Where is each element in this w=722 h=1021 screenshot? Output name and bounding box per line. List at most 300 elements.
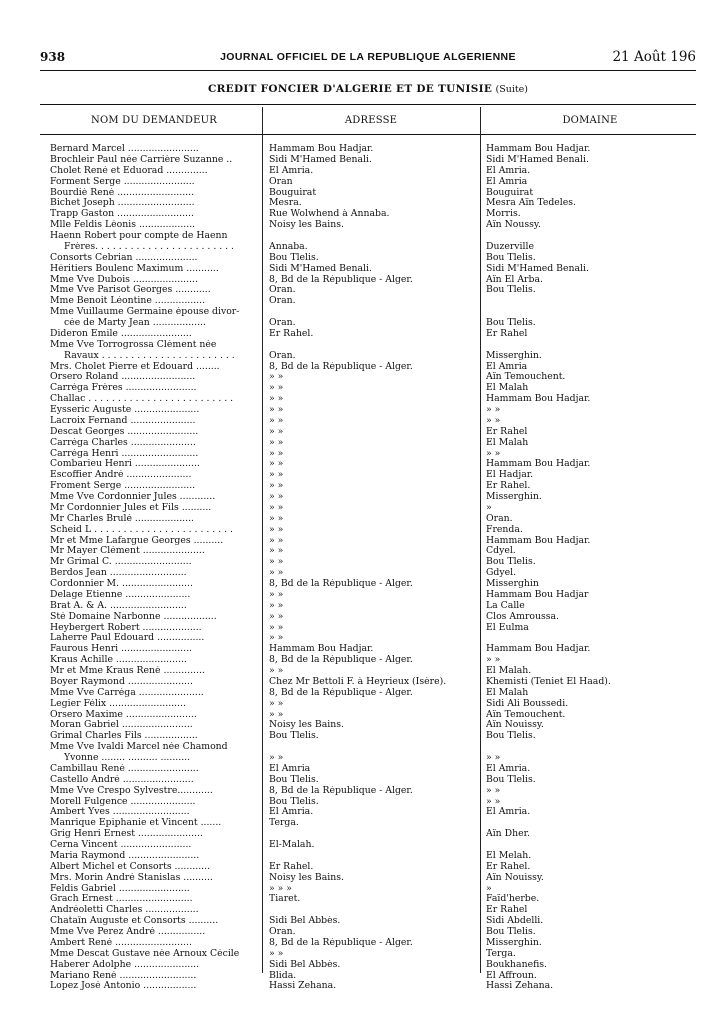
applicant-domain: Sidi M'Hamed Benali. (486, 154, 589, 165)
applicant-domain: Gdyel. (486, 568, 517, 579)
table-row (50, 253, 700, 264)
table-row (50, 644, 700, 655)
table-row (50, 655, 700, 666)
applicant-address: 8, Bd de la République - Alger. (269, 579, 413, 589)
applicant-address: » » (269, 437, 284, 448)
table-row (50, 536, 700, 547)
table-row (50, 862, 700, 873)
applicant-address: Sidi Bel Abbès. (269, 959, 341, 970)
applicant-address: » » » (269, 883, 292, 894)
applicant-name: Maria Raymond ........................ (50, 850, 200, 861)
table-row (50, 275, 700, 286)
applicant-address: Bou Tlelis. (269, 796, 319, 807)
applicant-name: Mrs. Cholet Pierre et Edouard ........ (50, 361, 220, 372)
applicant-address: » » (269, 426, 284, 437)
applicant-domain: Hammam Bou Hadjar. (486, 535, 591, 546)
applicant-name: Mme Vve Crespo Sylvestre............ (50, 785, 213, 796)
applicant-name: Manrique Epiphanie et Vincent ....... (50, 818, 222, 829)
table-row (50, 981, 700, 992)
applicant-domain: El Malah (486, 687, 529, 698)
applicant-address: Oran. (269, 296, 296, 307)
applicant-domain: Morris. (486, 209, 521, 220)
applicant-address: Chez Mr Bettoli F. à Heyrieux (Isère). (269, 676, 447, 687)
table-row (50, 394, 700, 405)
applicant-address: 8, Bd de la République - Alger. (269, 937, 413, 948)
table-row (50, 427, 700, 438)
applicant-domain: Bou Tlelis. (486, 927, 536, 937)
applicant-name: Mr Cordonnier Jules et Fils .......... (50, 502, 212, 513)
applicant-domain: Aïn Noussy. (486, 220, 541, 231)
applicant-domain: Hammam Bou Hadjar. (486, 644, 591, 655)
applicant-domain: Aïn Temouchent. (486, 372, 566, 383)
table-row (50, 699, 700, 710)
table-row (50, 285, 700, 296)
applicant-domain: El Amria. (486, 807, 531, 818)
applicant-domain: El Hadjar. (486, 470, 534, 481)
applicant-domain: Aïn Dher. (486, 829, 530, 840)
applicant-address: Er Rahel. (269, 328, 314, 339)
table-row (50, 873, 700, 884)
table-row (50, 601, 700, 612)
applicant-address: Noisy les Bains. (269, 872, 344, 883)
applicant-name: Yvonne ........ .......... .......... (64, 753, 191, 763)
table-row (50, 905, 700, 916)
table-row (50, 960, 700, 971)
applicant-name: Trapp Gaston .......................... (50, 209, 194, 220)
table-row (50, 503, 700, 514)
applicant-domain: El Melah. (486, 850, 532, 861)
applicant-domain: Oran. (486, 513, 513, 524)
applicant-domain: El Amria. (486, 165, 531, 176)
table-row (50, 938, 700, 949)
applicant-domain: » » (486, 448, 501, 459)
applicant-name: Carréga Frères ........................ (50, 383, 197, 394)
applicant-name: Faurous Henri ........................ (50, 644, 192, 655)
applicant-domain: Sidi M'Hamed Benali. (486, 263, 589, 274)
table-row (50, 612, 700, 623)
table-row (50, 579, 700, 590)
applicant-domain: Boukhanefis. (486, 959, 547, 970)
applicant-name: Grach Ernest .......................... (50, 894, 193, 905)
applicant-name: Mme Benoit Léontine ................. (50, 296, 206, 307)
applicant-address: Hammam Bou Hadjar. (269, 644, 374, 655)
applicant-domain: Hammam Bou Hadjar. (486, 459, 591, 470)
subtitle-main: CREDIT FONCIER D'ALGERIE ET DE TUNISIE (207, 83, 493, 95)
applicant-name: Bernard Marcel ........................ (50, 144, 199, 154)
table-row (50, 329, 700, 340)
applicant-domain: Bou Tlelis. (486, 252, 536, 263)
applicant-address: Tiaret. (269, 894, 301, 905)
applicant-name: Mr Charles Brulé .................... (50, 513, 195, 524)
applicant-domain: Hammam Bou Hadjar. (486, 394, 591, 405)
table-row (50, 231, 700, 242)
table-row (50, 764, 700, 775)
applicant-domain: Mesra Aïn Tedeles. (486, 198, 576, 209)
applicant-address: » » (269, 557, 284, 568)
applicant-name: Feldis Gabriel ........................ (50, 883, 190, 894)
applicant-name: Legier Félix .......................... (50, 698, 186, 709)
table-row (50, 851, 700, 862)
applicant-address: » » (269, 753, 284, 763)
applicant-domain: Sidi Ali Boussedi. (486, 698, 569, 709)
applicant-address: » » (269, 948, 284, 959)
applicant-name: Morell Fulgence ...................... (50, 796, 196, 807)
applicant-address: Sidi M'Hamed Benali. (269, 263, 372, 274)
journal-title: JOURNAL OFFICIEL DE LA REPUBLIQUE ALGERIENNE (220, 51, 516, 63)
column-header-rule (40, 134, 696, 135)
table-row (50, 590, 700, 601)
applicant-domain: Duzerville (486, 241, 534, 252)
applicant-name: Descat Georges ........................ (50, 426, 199, 437)
applicant-name: Cambillau René ........................ (50, 763, 199, 774)
applicant-name: Laherre Paul Edouard ................ (50, 633, 205, 644)
applicant-domain: El Amria (486, 361, 528, 372)
table-row (50, 720, 700, 731)
applicant-name: Kraus Achille ........................ (50, 655, 187, 666)
applicant-name: Ambert Yves .......................... (50, 807, 190, 818)
applicant-address: » » (269, 492, 284, 502)
table-row (50, 340, 700, 351)
applicant-address: » » (269, 405, 284, 415)
applicant-name: Bichet Joseph .......................... (50, 198, 195, 209)
applicant-domain: Hammam Bou Hadjar. (486, 144, 591, 154)
applicant-domain: Hassi Zehana. (486, 981, 554, 992)
table-row (50, 492, 700, 503)
table-row (50, 405, 700, 416)
applicant-name: Moran Gabriel ........................ (50, 720, 193, 731)
applicant-address: Bouguirat (269, 187, 317, 198)
applicant-domain: Bouguirat (486, 187, 534, 198)
table-row (50, 166, 700, 177)
applicant-name: Heybergert Robert .................... (50, 622, 202, 633)
applicant-address: Bou Tlelis. (269, 731, 319, 742)
table-row (50, 829, 700, 840)
applicant-name: Mme Vve Cordonnier Jules ............ (50, 492, 216, 502)
table-row (50, 633, 700, 644)
applicant-name: Mr Mayer Clément ..................... (50, 546, 205, 557)
applicant-address: » » (269, 394, 284, 405)
applicant-name: Berdos Jean .......................... (50, 568, 187, 579)
applicant-address: » » (269, 698, 284, 709)
applicant-address: » » (269, 568, 284, 579)
applicant-address: » » (269, 383, 284, 394)
table-row (50, 927, 700, 938)
applicant-domain: El Affroun. (486, 970, 537, 981)
applicant-name: Mme Descat Gustave née Arnoux Cécile (50, 948, 240, 959)
applicant-address: » » (269, 448, 284, 459)
applicant-name: Scheid L . . . . . . . . . . . . . . . . . . . . . . . . (50, 524, 233, 535)
table-row (50, 416, 700, 427)
table-row (50, 177, 700, 188)
applicant-domain: Bou Tlelis. (486, 731, 536, 742)
table-row (50, 481, 700, 492)
applicant-address: » » (269, 535, 284, 546)
applicant-name: Ravaux . . . . . . . . . . . . . . . . . . . . . . . (64, 350, 235, 361)
table-row (50, 710, 700, 721)
applicant-address: Oran. (269, 285, 296, 296)
applicant-address: Bou Tlelis. (269, 774, 319, 785)
applicant-name: Castello André ........................ (50, 774, 194, 785)
applicant-name: Carréga Charles ...................... (50, 437, 196, 448)
table-row (50, 198, 700, 209)
applicant-name: Mr et Mme Lafargue Georges .......... (50, 535, 224, 546)
applicant-address: El-Malah. (269, 840, 315, 850)
applicant-address: Er Rahel. (269, 861, 314, 872)
applicant-address: » » (269, 611, 284, 622)
applicant-address: » » (269, 600, 284, 611)
applicant-name: Mme Vve Perez André ................ (50, 927, 206, 937)
applicant-domain: Aïn El Arba. (486, 274, 543, 285)
applicant-address: Rue Wolwhend à Annaba. (269, 209, 390, 220)
table-row (50, 438, 700, 449)
applicant-address: Oran. (269, 927, 296, 937)
header-rule (40, 70, 696, 71)
applicant-domain: » » (486, 655, 501, 666)
applicant-domain: Er Rahel (486, 905, 528, 916)
table-row (50, 144, 700, 155)
applicant-domain: » (486, 502, 492, 513)
applicant-domain: El Malah (486, 437, 529, 448)
applicant-address: Terga. (269, 818, 299, 829)
applicant-address: 8, Bd de la République - Alger. (269, 655, 413, 666)
table-row (50, 155, 700, 166)
applicant-address: Blida. (269, 970, 297, 981)
applicant-address: Oran. (269, 318, 296, 328)
table-row (50, 220, 700, 231)
table-row (50, 318, 700, 329)
applicant-domain: Bou Tlelis. (486, 285, 536, 296)
applicant-name: Boyer Raymond ...................... (50, 676, 193, 687)
applicant-name: Héritiers Boulenc Maximum ........... (50, 263, 219, 274)
table-row (50, 568, 700, 579)
applicant-name: Mrs. Morin André Stanislas .......... (50, 872, 213, 883)
table-row (50, 459, 700, 470)
applicant-domain: Bou Tlelis. (486, 774, 536, 785)
applicant-domain: La Calle (486, 600, 525, 611)
applicant-domain: Er Rahel. (486, 861, 531, 872)
table-row (50, 677, 700, 688)
applicant-address: El Amria. (269, 807, 314, 818)
table-row (50, 731, 700, 742)
table-row (50, 449, 700, 460)
applicant-address: » » (269, 622, 284, 633)
applicant-name: Froment Serge ........................ (50, 481, 196, 492)
applicant-name: Lopez José Antonio .................. (50, 981, 197, 992)
applicant-domain: Cdyel. (486, 546, 516, 557)
applicant-name: Challac . . . . . . . . . . . . . . . . . . . . . . . . . (50, 394, 234, 405)
table-row (50, 242, 700, 253)
applicant-domain: » (486, 883, 492, 894)
applicant-name: Mme Vuillaume Germaine épouse divor- (50, 307, 240, 318)
applicant-address: El Amria. (269, 165, 314, 176)
applicant-domain: Terga. (486, 948, 516, 959)
applicant-domain: Aïn Nouissy. (486, 872, 544, 883)
table-row (50, 470, 700, 481)
applicant-domain: Khemisti (Teniet El Haad). (486, 676, 611, 687)
applicant-address: » » (269, 502, 284, 513)
column-header-address: ADRESSE (344, 115, 398, 126)
applicant-domain: Hammam Bou Hadjar (486, 589, 589, 600)
applicant-address: » » (269, 470, 284, 481)
applicant-address: Sidi M'Hamed Benali. (269, 154, 372, 165)
applicant-address: Annaba. (269, 241, 308, 252)
table-row (50, 546, 700, 557)
applicants-table (50, 144, 700, 992)
applicant-domain: Faïd'herbe. (486, 894, 540, 905)
applicant-name: Cordonnier M. ........................ (50, 579, 193, 589)
applicant-name: Mme Vve Parisot Georges ............ (50, 285, 211, 296)
applicant-domain: El Amria. (486, 763, 531, 774)
applicant-name: Consorts Cebrian ..................... (50, 252, 198, 263)
applicant-domain: Misserghin. (486, 937, 542, 948)
applicant-domain: » » (486, 796, 501, 807)
section-subtitle (40, 83, 696, 95)
table-row (50, 753, 700, 764)
table-row (50, 351, 700, 362)
applicant-address: 8, Bd de la République - Alger. (269, 785, 413, 796)
table-row (50, 188, 700, 199)
applicant-name: Dideron Emile ........................ (50, 328, 192, 339)
applicant-domain: El Malah (486, 383, 529, 394)
subtitle-suffix: (Suite) (495, 84, 529, 95)
applicant-address: El Amria (269, 763, 311, 774)
applicant-name: Mr Grimal C. .......................... (50, 557, 192, 568)
applicant-domain: Misserghin. (486, 492, 542, 502)
table-row (50, 666, 700, 677)
applicant-name: Haenn Robert pour compte de Haenn (50, 231, 228, 241)
applicant-address: » » (269, 589, 284, 600)
applicant-name: Frères. . . . . . . . . . . . . . . . . . . . . . . . (64, 241, 235, 252)
applicant-name: Cholet René et Eduorad .............. (50, 165, 208, 176)
applicant-domain: Clos Amroussa. (486, 611, 560, 622)
applicant-address: 8, Bd de la République - Alger. (269, 361, 413, 372)
applicant-name: Mme Vve Carréga ...................... (50, 687, 204, 698)
applicant-domain: Aïn Temouchent. (486, 709, 566, 720)
applicant-address: Sidi Bel Abbès. (269, 916, 341, 927)
applicant-address: » » (269, 709, 284, 720)
table-row (50, 807, 700, 818)
table-row (50, 797, 700, 808)
applicant-address: Hassi Zehana. (269, 981, 337, 992)
applicant-domain: Er Rahel. (486, 481, 531, 492)
page-number: 938 (40, 50, 66, 64)
applicant-address: Noisy les Bains. (269, 220, 344, 231)
applicant-address: » » (269, 372, 284, 383)
table-top-rule (40, 104, 696, 105)
table-row (50, 525, 700, 536)
table-row (50, 264, 700, 275)
applicant-name: Mme Vve Torrogrossa Clément née (50, 339, 217, 350)
table-row (50, 296, 700, 307)
applicant-address: » » (269, 524, 284, 535)
table-row (50, 894, 700, 905)
applicant-address: Hammam Bou Hadjar. (269, 144, 374, 154)
applicant-name: Mariano René .......................... (50, 970, 197, 981)
table-row (50, 742, 700, 753)
page-header (40, 50, 696, 66)
applicant-name: Albert Michel et Consorts ............ (50, 861, 211, 872)
table-row (50, 840, 700, 851)
applicant-name: Orsero Roland ......................... (50, 372, 196, 383)
applicant-address: » » (269, 633, 284, 644)
applicant-domain: » » (486, 753, 501, 763)
column-header-name: NOM DU DEMANDEUR (91, 115, 217, 126)
table-row (50, 307, 700, 318)
table-row (50, 372, 700, 383)
applicant-address: Oran. (269, 350, 296, 361)
applicant-domain: Misserghin. (486, 350, 542, 361)
table-row (50, 362, 700, 373)
applicant-name: Sté Domaine Narbonne .................. (50, 611, 217, 622)
table-row (50, 949, 700, 960)
applicant-address: 8, Bd de la République - Alger. (269, 687, 413, 698)
table-row (50, 884, 700, 895)
applicant-address: Oran (269, 176, 293, 187)
applicant-name: Carréga Henri .......................... (50, 448, 199, 459)
applicant-name: Mr et Mme Kraus René .............. (50, 666, 205, 676)
applicant-name: Grimal Charles Fils .................. (50, 731, 198, 742)
applicant-name: cée de Marty Jean .................. (64, 318, 206, 328)
applicant-domain: Aïn Nouissy. (486, 720, 544, 731)
applicant-name: Escoffier André ...................... (50, 470, 192, 481)
table-row (50, 688, 700, 699)
table-row (50, 916, 700, 927)
applicant-name: Orsero Maxime ........................ (50, 709, 197, 720)
table-row (50, 623, 700, 634)
applicant-name: Mme Vve Dubois ...................... (50, 274, 198, 285)
table-row (50, 786, 700, 797)
applicant-name: Delage Etienne ...................... (50, 589, 191, 600)
table-row (50, 209, 700, 220)
applicant-name: Grig Henri Ernest ...................... (50, 829, 203, 840)
table-row (50, 971, 700, 982)
applicant-domain: El Eulma (486, 622, 529, 633)
applicant-domain: » » (486, 405, 501, 415)
applicant-name: Chataîn Auguste et Consorts .......... (50, 916, 219, 927)
applicant-name: Combarieu Henri ...................... (50, 459, 200, 470)
applicant-name: Brat A. & A. .......................... (50, 600, 187, 611)
applicant-address: 8, Bd de la République - Alger. (269, 274, 413, 285)
column-header-domain: DOMAINE (562, 115, 618, 126)
applicant-domain: El Malah. (486, 666, 532, 676)
applicant-name: Andréoletti Charles .................. (50, 905, 199, 916)
applicant-domain: Er Rahel (486, 328, 528, 339)
table-row (50, 775, 700, 786)
table-row (50, 557, 700, 568)
applicant-domain: » » (486, 415, 501, 426)
applicant-name: Mlle Feldis Léonis ................... (50, 220, 196, 231)
table-row (50, 818, 700, 829)
applicant-name: Brochleir Paul née Carrière Suzanne .. (50, 154, 233, 165)
applicant-name: Lacroix Fernand ...................... (50, 415, 196, 426)
applicant-domain: » » (486, 785, 501, 796)
applicant-name: Haberer Adolphe ...................... (50, 959, 200, 970)
applicant-address: Bou Tlelis. (269, 252, 319, 263)
applicant-domain: Frenda. (486, 524, 523, 535)
applicant-name: Forment Serge ........................ (50, 176, 195, 187)
applicant-address: Mesra. (269, 198, 302, 209)
applicant-name: Bourdié René .......................... (50, 187, 195, 198)
applicant-domain: Er Rahel (486, 426, 528, 437)
applicant-address: » » (269, 666, 284, 676)
applicant-address: Noisy les Bains. (269, 720, 344, 731)
applicant-name: Eysseric Auguste ...................... (50, 405, 200, 415)
applicant-domain: Sidi Abdelli. (486, 916, 544, 927)
applicant-name: Mme Vve Ivaldi Marcel née Chamond (50, 742, 228, 753)
table-row (50, 514, 700, 525)
table-row (50, 383, 700, 394)
applicant-address: » » (269, 546, 284, 557)
